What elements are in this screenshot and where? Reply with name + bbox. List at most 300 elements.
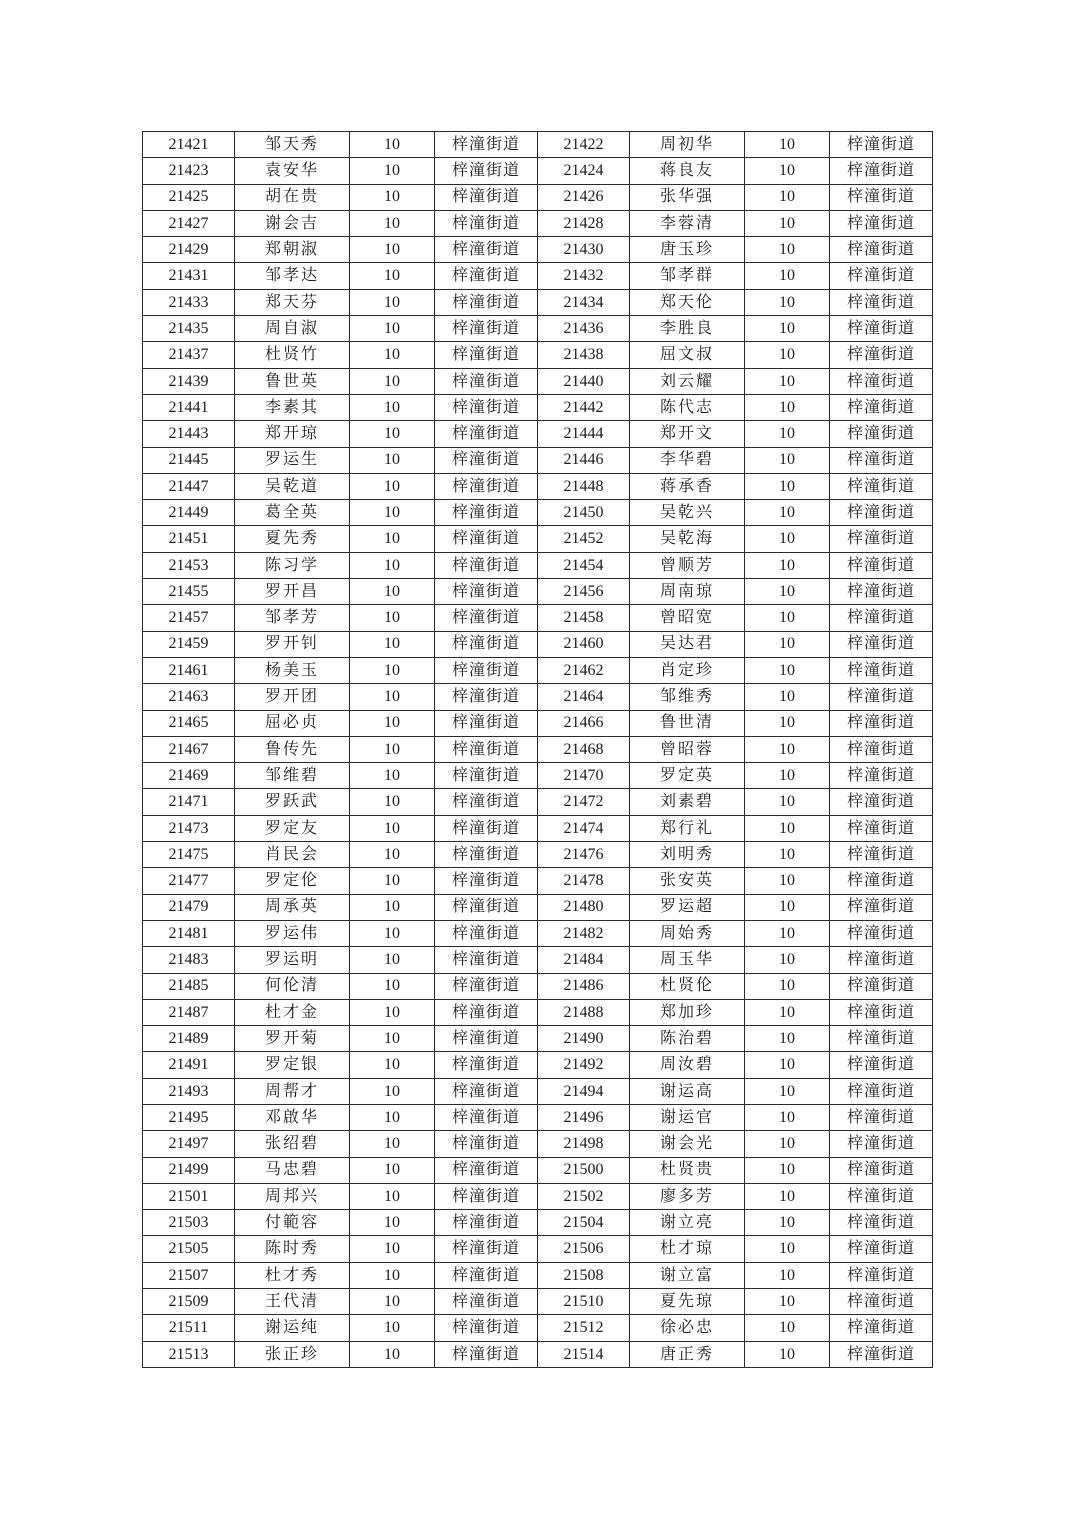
cell-district: 梓潼街道 <box>435 920 538 946</box>
cell-amount: 10 <box>745 1131 830 1157</box>
cell-amount: 10 <box>350 1341 435 1367</box>
cell-district: 梓潼街道 <box>830 289 933 315</box>
cell-name: 邹孝群 <box>630 263 745 289</box>
cell-amount: 10 <box>745 1210 830 1236</box>
cell-serial-number: 21456 <box>538 579 630 605</box>
cell-district: 梓潼街道 <box>830 1236 933 1262</box>
table-row <box>143 631 933 657</box>
cell-serial-number: 21432 <box>538 263 630 289</box>
cell-serial-number: 21497 <box>143 1131 235 1157</box>
cell-serial-number: 21422 <box>538 132 630 158</box>
cell-district: 梓潼街道 <box>435 1236 538 1262</box>
cell-serial-number: 21505 <box>143 1236 235 1262</box>
cell-serial-number: 21439 <box>143 368 235 394</box>
cell-name: 陈代志 <box>630 394 745 420</box>
cell-district: 梓潼街道 <box>830 1104 933 1130</box>
table-row <box>143 1104 933 1130</box>
cell-name: 夏先琼 <box>630 1289 745 1315</box>
cell-amount: 10 <box>745 289 830 315</box>
table-row <box>143 1183 933 1209</box>
cell-serial-number: 21437 <box>143 342 235 368</box>
cell-district: 梓潼街道 <box>435 552 538 578</box>
cell-district: 梓潼街道 <box>435 368 538 394</box>
cell-amount: 10 <box>350 1131 435 1157</box>
cell-district: 梓潼街道 <box>435 526 538 552</box>
cell-serial-number: 21504 <box>538 1210 630 1236</box>
cell-amount: 10 <box>350 631 435 657</box>
table-row <box>143 210 933 236</box>
cell-name: 屈必贞 <box>235 710 350 736</box>
cell-amount: 10 <box>350 158 435 184</box>
cell-amount: 10 <box>745 473 830 499</box>
table-row <box>143 132 933 158</box>
cell-amount: 10 <box>350 684 435 710</box>
cell-serial-number: 21507 <box>143 1262 235 1288</box>
cell-name: 罗跃武 <box>235 789 350 815</box>
cell-serial-number: 21503 <box>143 1210 235 1236</box>
cell-amount: 10 <box>350 789 435 815</box>
table-row <box>143 289 933 315</box>
cell-name: 罗运超 <box>630 894 745 920</box>
cell-serial-number: 21479 <box>143 894 235 920</box>
cell-district: 梓潼街道 <box>830 920 933 946</box>
cell-serial-number: 21488 <box>538 999 630 1025</box>
cell-serial-number: 21467 <box>143 736 235 762</box>
cell-serial-number: 21498 <box>538 1131 630 1157</box>
cell-serial-number: 21480 <box>538 894 630 920</box>
cell-district: 梓潼街道 <box>435 947 538 973</box>
cell-name: 周汝碧 <box>630 1052 745 1078</box>
cell-amount: 10 <box>745 184 830 210</box>
cell-amount: 10 <box>745 394 830 420</box>
cell-amount: 10 <box>350 316 435 342</box>
cell-name: 杜才秀 <box>235 1262 350 1288</box>
cell-amount: 10 <box>745 447 830 473</box>
table-row <box>143 342 933 368</box>
cell-amount: 10 <box>745 1157 830 1183</box>
cell-district: 梓潼街道 <box>435 1183 538 1209</box>
table-row <box>143 1052 933 1078</box>
cell-name: 王代清 <box>235 1289 350 1315</box>
cell-name: 罗运明 <box>235 947 350 973</box>
cell-amount: 10 <box>350 1262 435 1288</box>
cell-serial-number: 21464 <box>538 684 630 710</box>
cell-name: 肖民会 <box>235 842 350 868</box>
cell-district: 梓潼街道 <box>435 1131 538 1157</box>
cell-serial-number: 21482 <box>538 920 630 946</box>
table-row <box>143 920 933 946</box>
cell-serial-number: 21495 <box>143 1104 235 1130</box>
cell-amount: 10 <box>745 1262 830 1288</box>
cell-amount: 10 <box>350 368 435 394</box>
cell-district: 梓潼街道 <box>435 1078 538 1104</box>
cell-serial-number: 21424 <box>538 158 630 184</box>
cell-name: 杜贤贵 <box>630 1157 745 1183</box>
cell-amount: 10 <box>350 999 435 1025</box>
cell-name: 周玉华 <box>630 947 745 973</box>
cell-name: 周邦兴 <box>235 1183 350 1209</box>
cell-serial-number: 21473 <box>143 815 235 841</box>
cell-name: 杜贤竹 <box>235 342 350 368</box>
cell-name: 屈文叔 <box>630 342 745 368</box>
table-row <box>143 1236 933 1262</box>
cell-serial-number: 21452 <box>538 526 630 552</box>
cell-district: 梓潼街道 <box>435 1210 538 1236</box>
cell-amount: 10 <box>350 763 435 789</box>
cell-serial-number: 21501 <box>143 1183 235 1209</box>
table-row <box>143 421 933 447</box>
cell-amount: 10 <box>350 289 435 315</box>
cell-serial-number: 21492 <box>538 1052 630 1078</box>
cell-name: 邹孝达 <box>235 263 350 289</box>
cell-amount: 10 <box>350 210 435 236</box>
cell-amount: 10 <box>745 631 830 657</box>
cell-serial-number: 21433 <box>143 289 235 315</box>
cell-name: 罗开菊 <box>235 1026 350 1052</box>
cell-name: 周自淑 <box>235 316 350 342</box>
cell-serial-number: 21511 <box>143 1315 235 1341</box>
cell-name: 葛全英 <box>235 500 350 526</box>
cell-district: 梓潼街道 <box>435 421 538 447</box>
cell-serial-number: 21506 <box>538 1236 630 1262</box>
cell-amount: 10 <box>350 1026 435 1052</box>
cell-name: 罗开昌 <box>235 579 350 605</box>
cell-serial-number: 21459 <box>143 631 235 657</box>
cell-district: 梓潼街道 <box>435 342 538 368</box>
cell-amount: 10 <box>745 237 830 263</box>
cell-serial-number: 21500 <box>538 1157 630 1183</box>
cell-amount: 10 <box>350 894 435 920</box>
cell-serial-number: 21469 <box>143 763 235 789</box>
table-row <box>143 842 933 868</box>
cell-serial-number: 21486 <box>538 973 630 999</box>
cell-name: 刘云耀 <box>630 368 745 394</box>
cell-amount: 10 <box>745 1183 830 1209</box>
cell-amount: 10 <box>745 842 830 868</box>
cell-serial-number: 21423 <box>143 158 235 184</box>
cell-serial-number: 21477 <box>143 868 235 894</box>
cell-amount: 10 <box>745 973 830 999</box>
cell-amount: 10 <box>745 421 830 447</box>
cell-district: 梓潼街道 <box>435 1104 538 1130</box>
cell-name: 李素其 <box>235 394 350 420</box>
cell-name: 罗开团 <box>235 684 350 710</box>
cell-serial-number: 21455 <box>143 579 235 605</box>
table-row <box>143 815 933 841</box>
cell-district: 梓潼街道 <box>830 316 933 342</box>
cell-district: 梓潼街道 <box>830 763 933 789</box>
cell-serial-number: 21435 <box>143 316 235 342</box>
cell-name: 张华强 <box>630 184 745 210</box>
cell-serial-number: 21461 <box>143 657 235 683</box>
cell-name: 邹维碧 <box>235 763 350 789</box>
cell-district: 梓潼街道 <box>435 1289 538 1315</box>
cell-district: 梓潼街道 <box>830 631 933 657</box>
cell-name: 刘素碧 <box>630 789 745 815</box>
cell-name: 肖定珍 <box>630 657 745 683</box>
cell-amount: 10 <box>350 605 435 631</box>
cell-amount: 10 <box>745 920 830 946</box>
cell-amount: 10 <box>350 657 435 683</box>
cell-district: 梓潼街道 <box>435 263 538 289</box>
cell-district: 梓潼街道 <box>830 842 933 868</box>
cell-district: 梓潼街道 <box>830 500 933 526</box>
cell-serial-number: 21451 <box>143 526 235 552</box>
cell-district: 梓潼街道 <box>830 1210 933 1236</box>
cell-name: 曾昭蓉 <box>630 736 745 762</box>
cell-amount: 10 <box>350 132 435 158</box>
cell-name: 蒋良友 <box>630 158 745 184</box>
cell-amount: 10 <box>350 526 435 552</box>
cell-serial-number: 21478 <box>538 868 630 894</box>
cell-amount: 10 <box>745 999 830 1025</box>
cell-name: 周始秀 <box>630 920 745 946</box>
cell-serial-number: 21454 <box>538 552 630 578</box>
cell-name: 郑加珍 <box>630 999 745 1025</box>
cell-name: 吴乾海 <box>630 526 745 552</box>
cell-serial-number: 21514 <box>538 1341 630 1367</box>
cell-amount: 10 <box>745 1052 830 1078</box>
cell-name: 罗定银 <box>235 1052 350 1078</box>
cell-serial-number: 21485 <box>143 973 235 999</box>
table-row <box>143 1131 933 1157</box>
cell-district: 梓潼街道 <box>830 473 933 499</box>
cell-name: 邹天秀 <box>235 132 350 158</box>
table-row <box>143 447 933 473</box>
cell-amount: 10 <box>350 868 435 894</box>
cell-serial-number: 21458 <box>538 605 630 631</box>
cell-name: 罗定英 <box>630 763 745 789</box>
cell-name: 张正珍 <box>235 1341 350 1367</box>
cell-name: 曾顺芳 <box>630 552 745 578</box>
table-row <box>143 1157 933 1183</box>
cell-amount: 10 <box>350 184 435 210</box>
cell-amount: 10 <box>350 1183 435 1209</box>
cell-serial-number: 21462 <box>538 657 630 683</box>
cell-amount: 10 <box>350 342 435 368</box>
table-row <box>143 263 933 289</box>
cell-name: 袁安华 <box>235 158 350 184</box>
cell-district: 梓潼街道 <box>435 894 538 920</box>
table-row <box>143 1026 933 1052</box>
cell-serial-number: 21431 <box>143 263 235 289</box>
cell-name: 谢立富 <box>630 1262 745 1288</box>
cell-amount: 10 <box>350 1078 435 1104</box>
table-row <box>143 579 933 605</box>
cell-amount: 10 <box>745 894 830 920</box>
cell-name: 夏先秀 <box>235 526 350 552</box>
cell-amount: 10 <box>745 316 830 342</box>
cell-district: 梓潼街道 <box>435 763 538 789</box>
cell-amount: 10 <box>745 736 830 762</box>
cell-name: 郑开琼 <box>235 421 350 447</box>
table-row <box>143 158 933 184</box>
cell-serial-number: 21487 <box>143 999 235 1025</box>
cell-district: 梓潼街道 <box>830 710 933 736</box>
cell-name: 刘明秀 <box>630 842 745 868</box>
cell-name: 付範容 <box>235 1210 350 1236</box>
cell-serial-number: 21472 <box>538 789 630 815</box>
cell-district: 梓潼街道 <box>830 1183 933 1209</box>
cell-serial-number: 21471 <box>143 789 235 815</box>
table-row <box>143 237 933 263</box>
cell-name: 杜贤伦 <box>630 973 745 999</box>
cell-district: 梓潼街道 <box>830 579 933 605</box>
cell-amount: 10 <box>745 605 830 631</box>
cell-name: 罗运伟 <box>235 920 350 946</box>
cell-district: 梓潼街道 <box>830 1289 933 1315</box>
cell-amount: 10 <box>350 1236 435 1262</box>
cell-amount: 10 <box>745 1104 830 1130</box>
cell-amount: 10 <box>350 842 435 868</box>
cell-amount: 10 <box>745 947 830 973</box>
cell-district: 梓潼街道 <box>435 736 538 762</box>
cell-amount: 10 <box>350 1052 435 1078</box>
cell-amount: 10 <box>350 973 435 999</box>
cell-name: 郑朝淑 <box>235 237 350 263</box>
cell-serial-number: 21491 <box>143 1052 235 1078</box>
cell-name: 谢运纯 <box>235 1315 350 1341</box>
cell-amount: 10 <box>350 421 435 447</box>
cell-district: 梓潼街道 <box>830 1131 933 1157</box>
table-row <box>143 184 933 210</box>
table-row <box>143 736 933 762</box>
cell-serial-number: 21489 <box>143 1026 235 1052</box>
cell-name: 何伦清 <box>235 973 350 999</box>
cell-name: 罗定友 <box>235 815 350 841</box>
cell-amount: 10 <box>350 552 435 578</box>
cell-district: 梓潼街道 <box>435 394 538 420</box>
cell-name: 李华碧 <box>630 447 745 473</box>
cell-name: 罗运生 <box>235 447 350 473</box>
cell-serial-number: 21427 <box>143 210 235 236</box>
cell-amount: 10 <box>350 473 435 499</box>
cell-district: 梓潼街道 <box>435 973 538 999</box>
cell-name: 郑天芬 <box>235 289 350 315</box>
cell-district: 梓潼街道 <box>435 210 538 236</box>
cell-name: 罗开钊 <box>235 631 350 657</box>
roster-table-body <box>143 132 933 1368</box>
cell-serial-number: 21460 <box>538 631 630 657</box>
cell-serial-number: 21474 <box>538 815 630 841</box>
cell-amount: 10 <box>745 815 830 841</box>
cell-amount: 10 <box>745 132 830 158</box>
cell-serial-number: 21448 <box>538 473 630 499</box>
cell-serial-number: 21499 <box>143 1157 235 1183</box>
cell-serial-number: 21513 <box>143 1341 235 1367</box>
cell-amount: 10 <box>745 1341 830 1367</box>
cell-district: 梓潼街道 <box>830 736 933 762</box>
cell-serial-number: 21438 <box>538 342 630 368</box>
cell-name: 邓啟华 <box>235 1104 350 1130</box>
table-row <box>143 1289 933 1315</box>
cell-name: 周初华 <box>630 132 745 158</box>
cell-serial-number: 21468 <box>538 736 630 762</box>
cell-name: 廖多芳 <box>630 1183 745 1209</box>
cell-amount: 10 <box>745 368 830 394</box>
cell-amount: 10 <box>745 158 830 184</box>
cell-serial-number: 21425 <box>143 184 235 210</box>
cell-name: 张安英 <box>630 868 745 894</box>
cell-name: 周南琼 <box>630 579 745 605</box>
cell-district: 梓潼街道 <box>435 631 538 657</box>
cell-district: 梓潼街道 <box>435 842 538 868</box>
cell-name: 谢运高 <box>630 1078 745 1104</box>
cell-amount: 10 <box>350 500 435 526</box>
cell-district: 梓潼街道 <box>435 684 538 710</box>
cell-district: 梓潼街道 <box>830 1026 933 1052</box>
cell-district: 梓潼街道 <box>830 237 933 263</box>
cell-amount: 10 <box>350 815 435 841</box>
cell-serial-number: 21450 <box>538 500 630 526</box>
cell-serial-number: 21490 <box>538 1026 630 1052</box>
cell-amount: 10 <box>350 736 435 762</box>
cell-name: 谢会吉 <box>235 210 350 236</box>
cell-district: 梓潼街道 <box>830 815 933 841</box>
cell-amount: 10 <box>745 579 830 605</box>
cell-serial-number: 21449 <box>143 500 235 526</box>
cell-serial-number: 21453 <box>143 552 235 578</box>
cell-district: 梓潼街道 <box>830 868 933 894</box>
cell-serial-number: 21466 <box>538 710 630 736</box>
cell-serial-number: 21441 <box>143 394 235 420</box>
cell-serial-number: 21429 <box>143 237 235 263</box>
cell-name: 谢运官 <box>630 1104 745 1130</box>
table-row <box>143 973 933 999</box>
cell-district: 梓潼街道 <box>830 1341 933 1367</box>
cell-amount: 10 <box>350 394 435 420</box>
cell-name: 郑开文 <box>630 421 745 447</box>
cell-name: 鲁传先 <box>235 736 350 762</box>
table-row <box>143 368 933 394</box>
cell-serial-number: 21430 <box>538 237 630 263</box>
cell-name: 鲁世清 <box>630 710 745 736</box>
cell-name: 吴乾道 <box>235 473 350 499</box>
cell-name: 谢会光 <box>630 1131 745 1157</box>
cell-serial-number: 21426 <box>538 184 630 210</box>
cell-serial-number: 21509 <box>143 1289 235 1315</box>
cell-district: 梓潼街道 <box>435 1157 538 1183</box>
cell-serial-number: 21493 <box>143 1078 235 1104</box>
cell-serial-number: 21443 <box>143 421 235 447</box>
cell-name: 鲁世英 <box>235 368 350 394</box>
cell-district: 梓潼街道 <box>435 237 538 263</box>
table-row <box>143 473 933 499</box>
cell-serial-number: 21440 <box>538 368 630 394</box>
cell-district: 梓潼街道 <box>830 421 933 447</box>
cell-amount: 10 <box>745 1315 830 1341</box>
table-row <box>143 710 933 736</box>
cell-district: 梓潼街道 <box>435 815 538 841</box>
cell-serial-number: 21444 <box>538 421 630 447</box>
cell-amount: 10 <box>745 1236 830 1262</box>
cell-name: 陈治碧 <box>630 1026 745 1052</box>
cell-district: 梓潼街道 <box>435 1341 538 1367</box>
cell-district: 梓潼街道 <box>435 473 538 499</box>
cell-name: 周承英 <box>235 894 350 920</box>
cell-amount: 10 <box>745 868 830 894</box>
cell-name: 唐玉珍 <box>630 237 745 263</box>
cell-district: 梓潼街道 <box>830 552 933 578</box>
cell-district: 梓潼街道 <box>435 132 538 158</box>
cell-amount: 10 <box>745 1026 830 1052</box>
cell-name: 马忠碧 <box>235 1157 350 1183</box>
cell-name: 吴达君 <box>630 631 745 657</box>
cell-district: 梓潼街道 <box>435 1026 538 1052</box>
cell-serial-number: 21481 <box>143 920 235 946</box>
cell-district: 梓潼街道 <box>830 1315 933 1341</box>
table-row <box>143 1262 933 1288</box>
